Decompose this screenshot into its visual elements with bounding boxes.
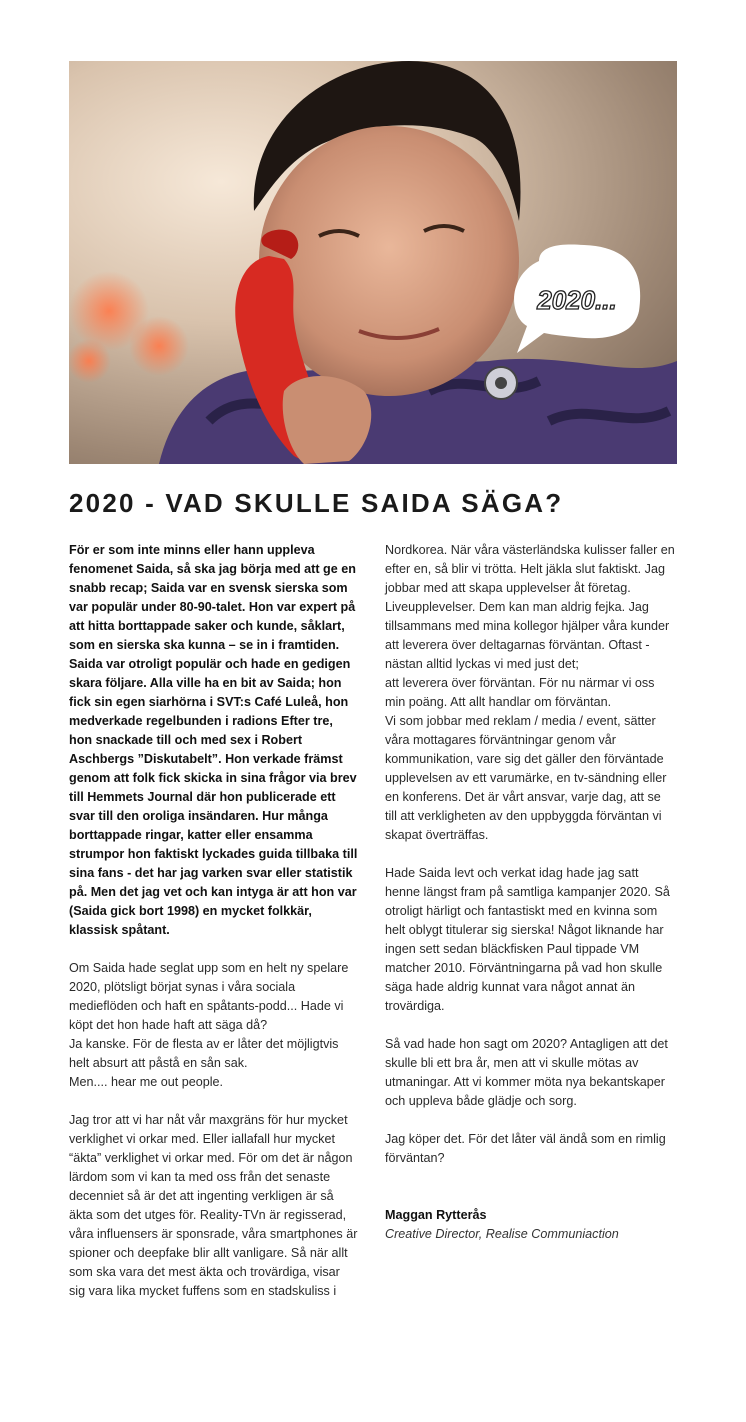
body-paragraph: Vi som jobbar med reklam / media / event, sätter våra mottagares förväntningar genom vår kommunikation, vare sig det gäller den förväntade upplevelsen av ett varumärke, en tv-sändning eller en konferens. Det är vårt ansvar, varje dag, att se till att verkligheten av den uppbyggda förväntan vi skapat överträffas.: [385, 714, 667, 842]
hero-illustration: [69, 61, 677, 464]
author-name: Maggan Rytterås: [385, 1208, 487, 1222]
body-paragraph: Men.... hear me out people.: [69, 1075, 224, 1089]
bokeh-light: [129, 316, 189, 376]
author-signature: [385, 1206, 675, 1244]
body-paragraph: Nordkorea. När våra västerländska kulisser faller en efter en, så blir vi trötta. Helt jäkla slut faktiskt. Jag jobbar med att skapa upplevelser åt företag. Liveupplevelser. Dem kan man aldrig fejka. Jag tillsammans med mina kollegor hjälper våra kunder att leverera över deltagarnas förväntan. Oftast - nästan alltid lyckas vi med just det;: [385, 543, 675, 671]
body-paragraph: att leverera över förväntan. För nu närmar vi oss min poäng. Att allt handlar om förväntan.: [385, 676, 655, 709]
bokeh-light: [69, 339, 111, 383]
hero-photo: [69, 61, 677, 464]
body-paragraph: Så vad hade hon sagt om 2020? Antagligen att det skulle bli ett bra år, men att vi skulle mötas av utmaningar. Att vi kommer möta nya bekantskaper och uppleva både glädje och sorg.: [385, 1037, 668, 1108]
article-column-left: [69, 541, 359, 1320]
speech-bubble-text: 2020...: [537, 285, 617, 315]
author-title: Creative Director, Realise Communiaction: [385, 1227, 619, 1241]
brooch-center: [495, 377, 507, 389]
body-paragraph: Jag tror att vi har nåt vår maxgräns för hur mycket verklighet vi orkar med. Eller iallafall hur mycket “äkta” verklighet vi orkar med. För om det är någon lärdom som vi kan ta med oss från det senaste decenniet så är det att ingenting verkligen är så äkta som det utges för. Reality-TVn är regisserad, våra influensers är sponsrade, våra smartphones är spioner och deepfake blir allt vanligare. Så när allt som ska vara det mest äkta och trovärdiga, visar sig vara lika mycket fuffens som en stadskuliss i: [69, 1113, 358, 1298]
body-paragraph: Om Saida hade seglat upp som en helt ny spelare 2020, plötsligt börjat synas i våra sociala medieflöden och haft en spåtants-podd... Hade vi köpt det hon hade haft att säga då?: [69, 961, 349, 1032]
article-headline: 2020 - VAD SKULLE SAIDA SÄGA?: [69, 488, 564, 518]
article-column-right: [385, 541, 675, 1244]
hand: [283, 376, 372, 464]
body-paragraph: Hade Saida levt och verkat idag hade jag satt henne längst fram på samtliga kampanjer 2020. Så otroligt härligt och fantastiskt med en kvinna som helt oblygt titulerar sig sierska! Något liknande har ingen sett sedan bläckfisken Paul tippade VM matcher 2010. Förväntningarna på vad hon skulle säga hade aldrig kunnat vara något annat än trovärdiga.: [385, 866, 670, 1013]
lead-paragraph: För er som inte minns eller hann uppleva fenomenet Saida, så ska jag börja med att ge en snabb recap; Saida var en svensk sierska som var populär under 80-90-talet. Hon var expert på att hitta borttappade saker och kunde, såklart, som en sierska ska kunna – se in i framtiden. Saida var otroligt populär och hade en gedigen skara följare. Alla ville ha en bit av Saida; hon fick sin egen siarhörna i SVT:s Café Luleå, hon medverkade regelbunden i radions Efter tre, hon snackade till och med sex i Robert Aschbergs ”Diskutabelt”. Hon verkade främst genom att folk fick skicka in sina frågor via brev till Hemmets Journal där hon publicerade ett svar till den oroliga insändaren. Hur många borttappade ringar, katter eller ensamma strumpor hon faktiskt lyckades guida tillbaka till sina fans - det har jag varken svar eller statistik på. Men det jag vet och kan intyga är att hon var (Saida gick bort 1998) en mycket folkkär, klassisk spåtant.: [69, 543, 358, 937]
body-paragraph: Jag köper det. För det låter väl ändå som en rimlig förväntan?: [385, 1132, 666, 1165]
body-paragraph: Ja kanske. För de flesta av er låter det möjligtvis helt absurt att påstå en sån sak.: [69, 1037, 339, 1070]
